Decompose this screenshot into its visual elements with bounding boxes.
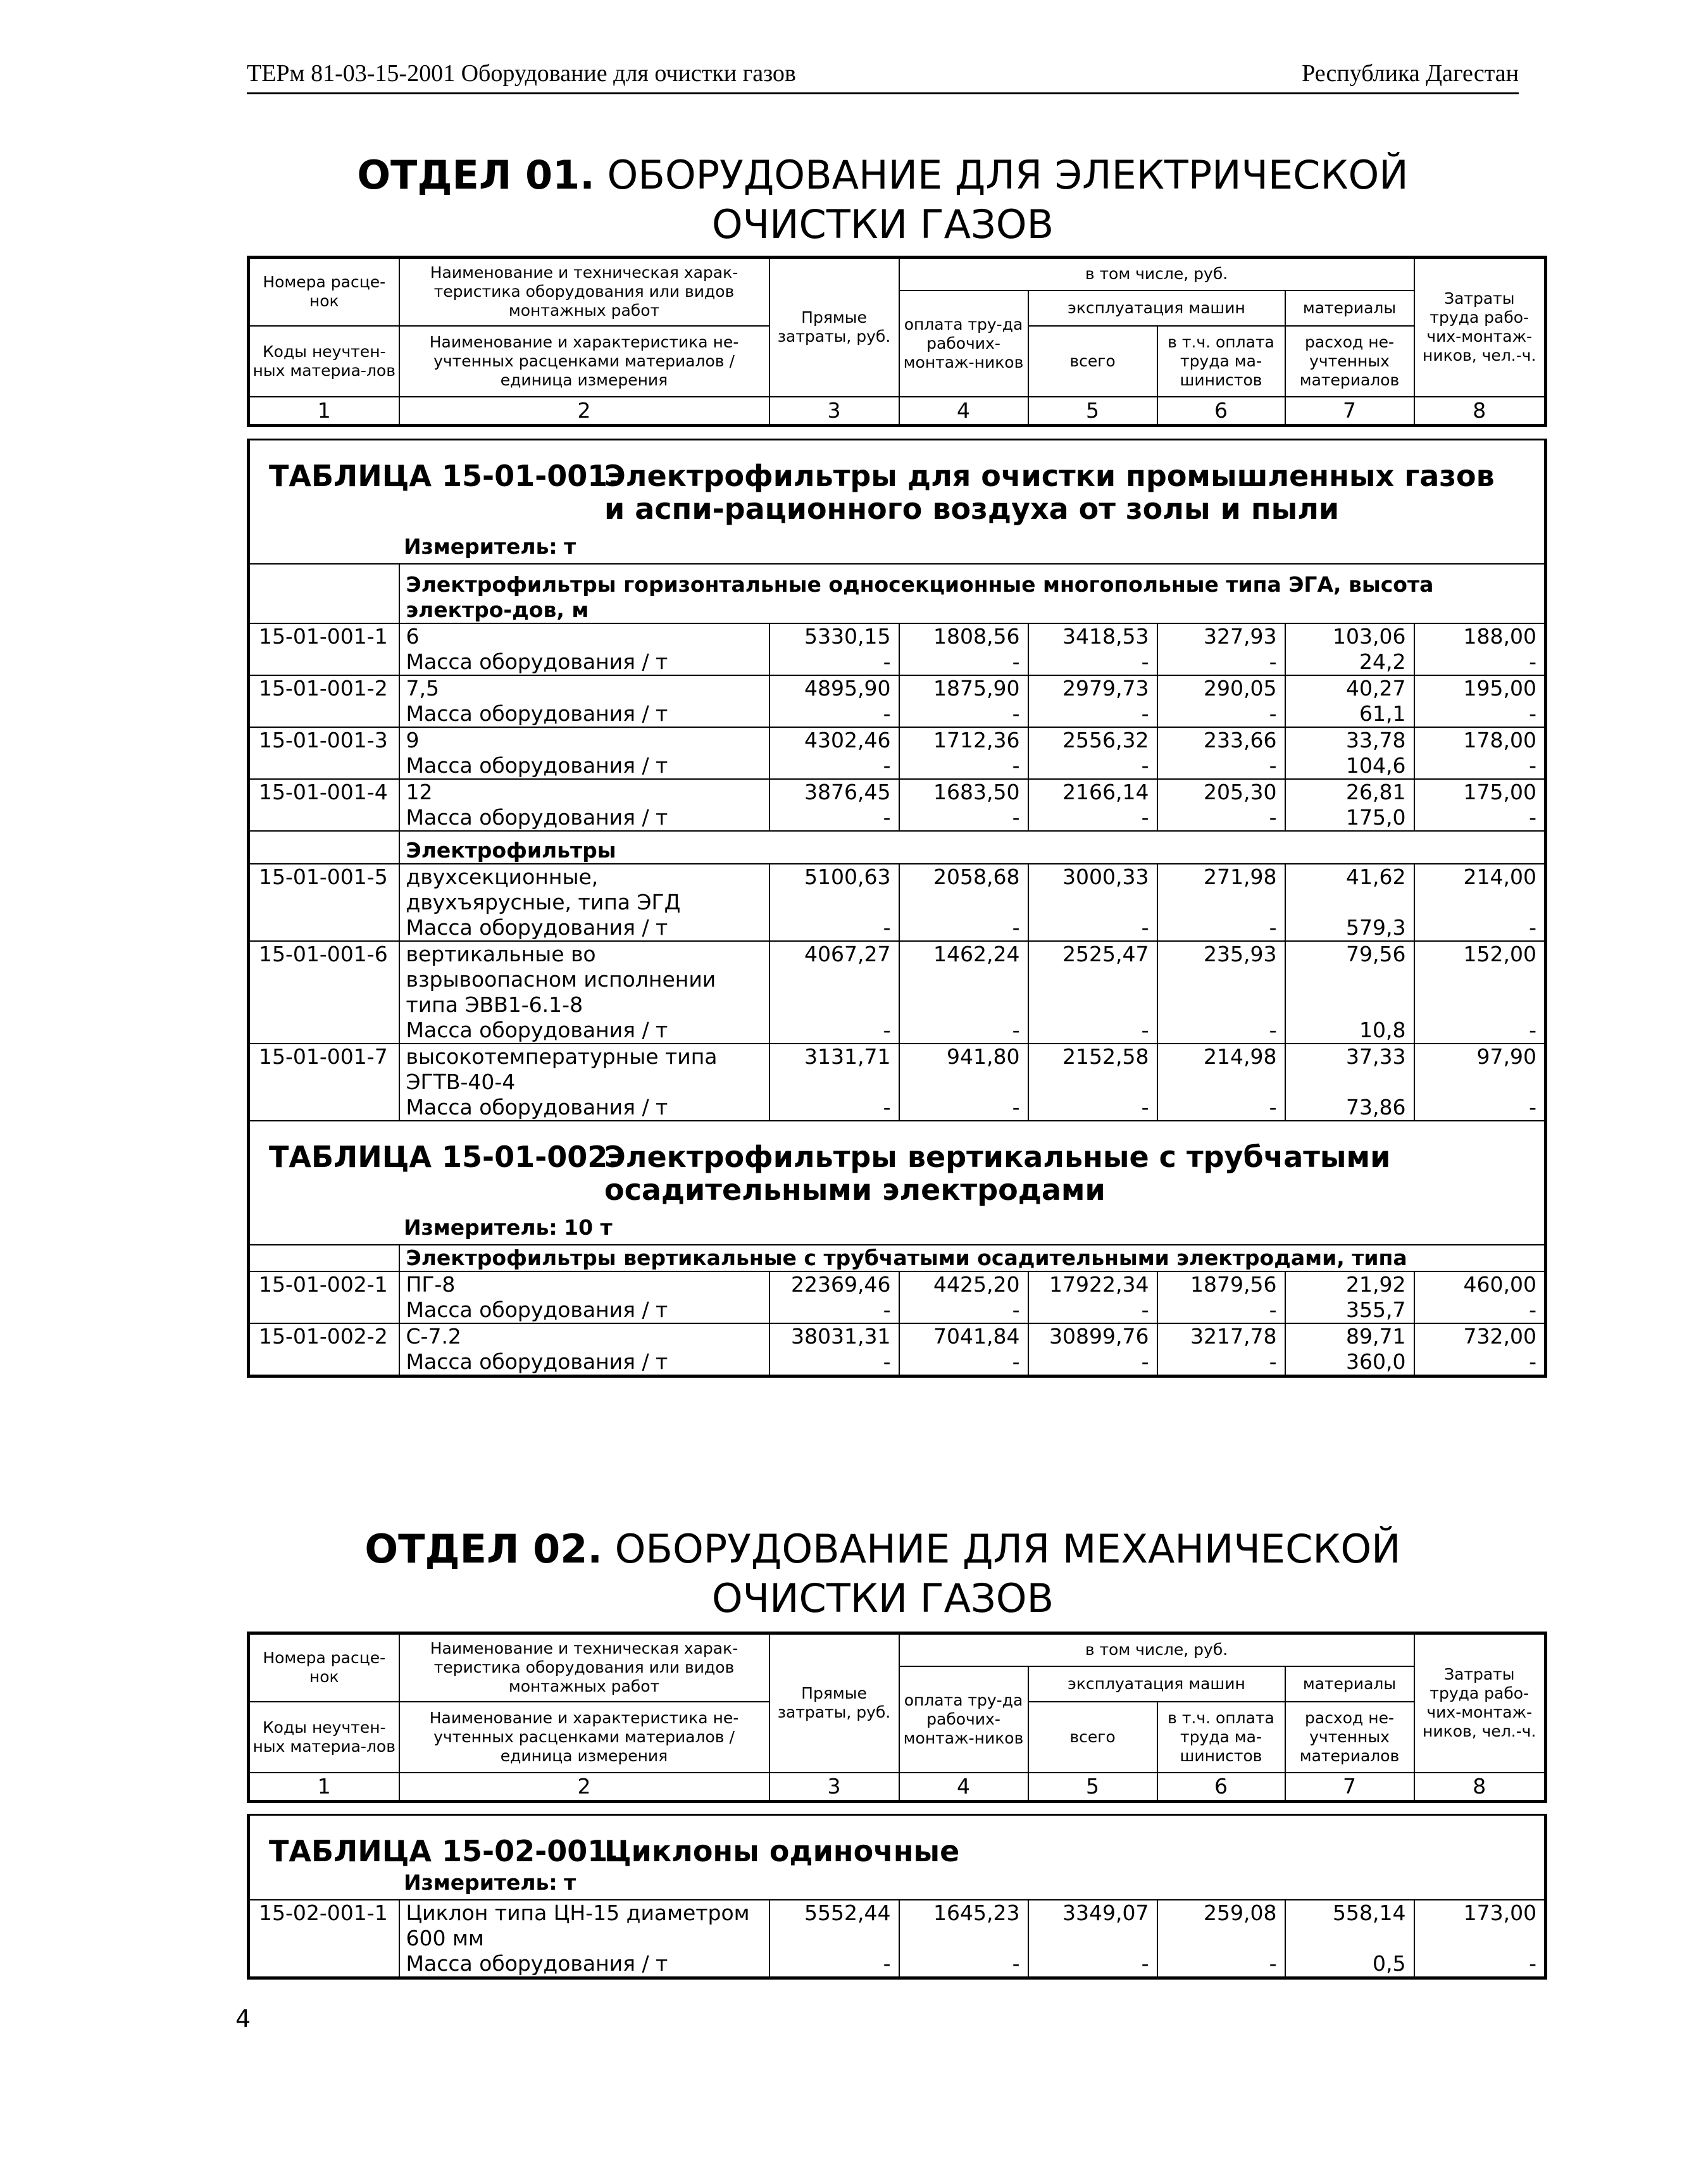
table-label: ТАБЛИЦА 15-01-001. (269, 459, 619, 493)
section-02-title: ОТДЕЛ 02. ОБОРУДОВАНИЕ ДЛЯ МЕХАНИЧЕСКОЙ ОЧИСТКИ ГАЗОВ (364, 1526, 1401, 1621)
column-header-table-2 (247, 1632, 1547, 1803)
col2-header: Наименование и техническая харак-теристика оборудования или видов монтажных работ (399, 258, 769, 326)
materials-header: материалы (1285, 1666, 1414, 1702)
group-row: Электрофильтры вертикальные с трубчатыми осадительными электродами, типа (249, 1245, 1546, 1271)
rate-15-02-001-1: 15-02-001-1 Циклон типа ЦН-15 диаметром 600 мм 5552,44 1645,23 3349,07 259,08 558,14 173,00 Масса оборудования / т - - - - 0,5 - (249, 1900, 1546, 1978)
col3-header: Прямые затраты, руб. (769, 1633, 899, 1773)
header-left: ТЕРм 81-03-15-2001 Оборудование для очистки газов (247, 60, 796, 87)
col2-subheader: Наименование и характеристика не-учтенных расценками материалов / единица измерения (399, 326, 769, 397)
rate-15-01-001-2: 15-01-001-2 7,5 4895,90 1875,90 2979,73 290,05 40,27 195,00 Масса оборудования / т - - - - 61,1 - (249, 675, 1546, 727)
rate-15-01-001-6: 15-01-001-6 вертикальные во взрывоопасном исполнении типа ЭВВ1-6.1-8 4067,27 1462,24 2525,47 235,93 79,56 152,00 Масса оборудования / т - - - - 10,8 - (249, 941, 1546, 1044)
col5-header: всего (1028, 1702, 1157, 1773)
col4-header: оплата тру-да рабочих-монтаж-ников (899, 1666, 1028, 1773)
materials-header: материалы (1285, 290, 1414, 326)
rate-15-01-002-1: 15-01-002-1 ПГ-8 22369,46 4425,20 17922,34 1879,56 21,92 460,00 Масса оборудования / т - - - - 355,7 - (249, 1271, 1546, 1323)
col7-header: расход не-учтенных материалов (1285, 1702, 1414, 1773)
table-15-02-001-caption (249, 1815, 1546, 1900)
col7-header: расход не-учтенных материалов (1285, 326, 1414, 397)
table-label: ТАБЛИЦА 15-02-001. (269, 1834, 619, 1868)
col3-header: Прямые затраты, руб. (769, 258, 899, 397)
measure-unit: Измеритель: т (404, 534, 576, 559)
machines-header: эксплуатация машин (1028, 1666, 1285, 1702)
table-label: ТАБЛИЦА 15-01-002. (269, 1140, 619, 1174)
group-row: Электрофильтры горизонтальные односекционные многопольные типа ЭГА, высота электро-дов, м (249, 564, 1546, 623)
column-numbers-row: 1 2 3 4 5 6 7 8 (249, 1773, 1546, 1802)
col1-header: Номера расце-нок (249, 1633, 399, 1702)
table-title: Электрофильтры вертикальные с трубчатыми осадительными электродами (604, 1140, 1391, 1207)
rate-15-01-001-1: 15-01-001-1 6 5330,15 1808,56 3418,53 327,93 103,06 188,00 Масса оборудования / т - - - - 24,2 - (249, 623, 1546, 675)
table-15-01-001-caption (249, 440, 1546, 565)
rate-15-01-002-2: 15-01-002-2 С-7.2 38031,31 7041,84 30899,76 3217,78 89,71 732,00 Масса оборудования / т - - - - 360,0 - (249, 1323, 1546, 1376)
column-header-table-1 (247, 256, 1547, 427)
col1-subheader: Коды неучтен-ных материа-лов (249, 326, 399, 397)
measure-unit: Измеритель: 10 т (404, 1215, 613, 1240)
rates-table-section-01 (247, 439, 1547, 1378)
included-header: в том числе, руб. (899, 258, 1414, 290)
col2-subheader: Наименование и характеристика не-учтенных расценками материалов / единица измерения (399, 1702, 769, 1773)
column-numbers-row: 1 2 3 4 5 6 7 8 (249, 397, 1546, 426)
measure-unit: Измеритель: т (404, 1870, 576, 1895)
rates-table-section-02 (247, 1814, 1547, 1980)
rate-15-01-001-4: 15-01-001-4 12 3876,45 1683,50 2166,14 205,30 26,81 175,00 Масса оборудования / т - - - - 175,0 - (249, 779, 1546, 831)
col6-header: в т.ч. оплата труда ма-шинистов (1157, 326, 1285, 397)
page-header (247, 56, 1519, 94)
group-row: Электрофильтры (249, 831, 1546, 864)
section-01-title: ОТДЕЛ 01. ОБОРУДОВАНИЕ ДЛЯ ЭЛЕКТРИЧЕСКОЙ ОЧИСТКИ ГАЗОВ (357, 152, 1409, 247)
rate-15-01-001-5: 15-01-001-5 двухсекционные, двухъярусные, типа ЭГД 5100,63 2058,68 3000,33 271,98 41,62 214,00 Масса оборудования / т - - - - 579,3 - (249, 864, 1546, 941)
rate-15-01-001-3: 15-01-001-3 9 4302,46 1712,36 2556,32 233,66 33,78 178,00 Масса оборудования / т - - - - 104,6 - (249, 727, 1546, 779)
included-header: в том числе, руб. (899, 1633, 1414, 1666)
col6-header: в т.ч. оплата труда ма-шинистов (1157, 1702, 1285, 1773)
page-number: 4 (235, 2005, 251, 2033)
col8-header: Затраты труда рабо-чих-монтаж-ников, чел.-ч. (1414, 258, 1546, 397)
machines-header: эксплуатация машин (1028, 290, 1285, 326)
col5-header: всего (1028, 326, 1157, 397)
table-title: Электрофильтры для очистки промышленных газов и аспи-рационного воздуха от золы и пыли (604, 459, 1495, 526)
rate-15-01-001-7: 15-01-001-7 высокотемпературные типа ЭГТВ-40-4 3131,71 941,80 2152,58 214,98 37,33 97,90 Масса оборудования / т - - - - 73,86 - (249, 1044, 1546, 1121)
col1-header: Номера расце-нок (249, 258, 399, 326)
table-15-01-002-caption (249, 1121, 1546, 1245)
col8-header: Затраты труда рабо-чих-монтаж-ников, чел.-ч. (1414, 1633, 1546, 1773)
col2-header: Наименование и техническая харак-теристика оборудования или видов монтажных работ (399, 1633, 769, 1702)
table-title: Циклоны одиночные (604, 1834, 960, 1868)
col1-subheader: Коды неучтен-ных материа-лов (249, 1702, 399, 1773)
header-right: Республика Дагестан (1302, 60, 1519, 87)
col4-header: оплата тру-да рабочих-монтаж-ников (899, 290, 1028, 397)
